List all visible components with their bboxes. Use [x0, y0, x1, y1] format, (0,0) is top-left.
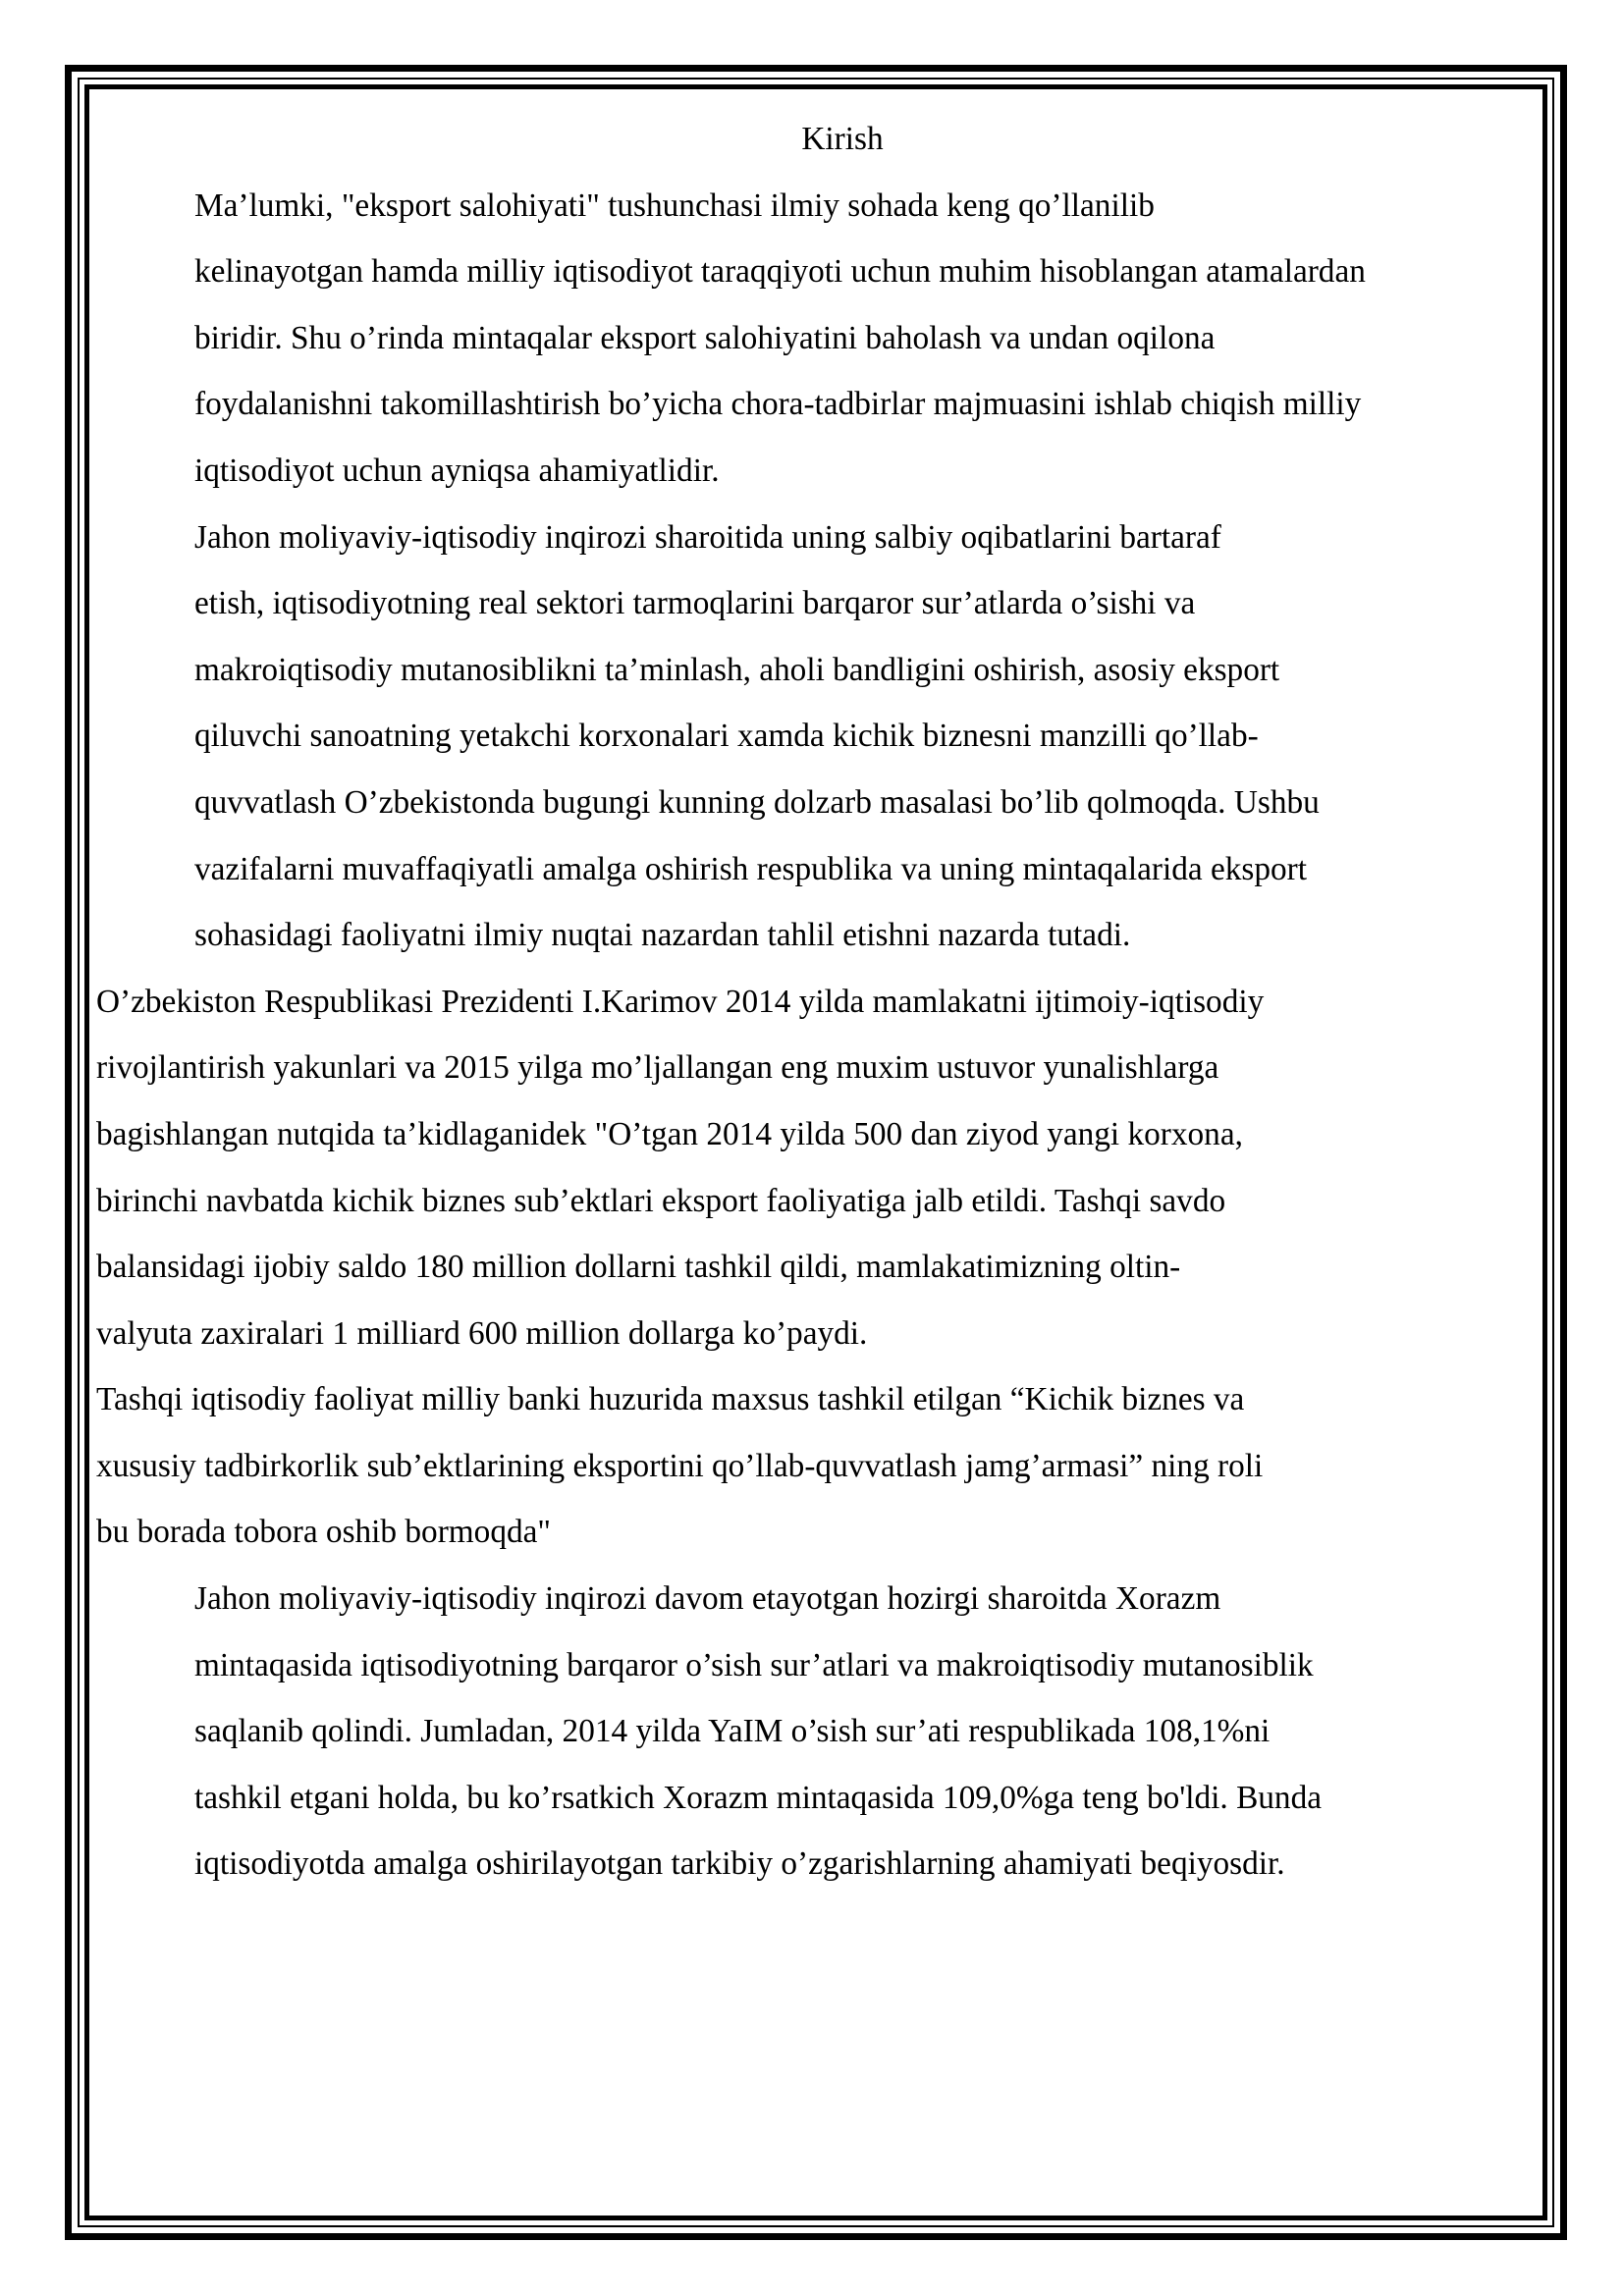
- text-line: O’zbekiston Respublikasi Prezidenti I.Karimov 2014 yilda mamlakatni ijtimoiy-iqtisodiy: [96, 983, 1265, 1020]
- text-line: mintaqasida iqtisodiyotning barqaror o’sish sur’atlari va makroiqtisodiy mutanosiblik: [194, 1646, 1314, 1683]
- text-line: Ma’lumki, "eksport salohiyati" tushunchasi ilmiy sohada keng qo’llanilib: [194, 187, 1155, 224]
- text-line: valyuta zaxiralari 1 milliard 600 million dollarga ko’paydi.: [96, 1314, 868, 1352]
- text-line: iqtisodiyotda amalga oshirilayotgan tarkibiy o’zgarishlarning ahamiyati beqiyosdir.: [194, 1845, 1285, 1883]
- paragraph-3: [96, 969, 1490, 1367]
- document-title: Kirish: [801, 121, 884, 157]
- text-line: quvvatlash O’zbekistonda bugungi kunning dolzarb masalasi bo’lib qolmoqda. Ushbu: [194, 783, 1320, 821]
- text-line: makroiqtisodiy mutanosiblikni ta’minlash, aholi bandligini oshirish, asosiy eksport: [194, 651, 1280, 688]
- text-line: bagishlangan nutqida ta’kidlaganidek "O’tgan 2014 yilda 500 dan ziyod yangi korxona,: [96, 1115, 1243, 1152]
- text-line: etish, iqtisodiyotning real sektori tarmoqlarini barqaror sur’atlarda o’sishi va: [194, 585, 1196, 622]
- text-line: iqtisodiyot uchun ayniqsa ahamiyatlidir.: [194, 452, 720, 489]
- text-line: Jahon moliyaviy-iqtisodiy inqirozi sharoitida uning salbiy oqibatlarini bartaraf: [194, 518, 1221, 556]
- text-line: saqlanib qolindi. Jumladan, 2014 yilda YaIM o’sish sur’ati respublikada 108,1%ni: [194, 1713, 1271, 1750]
- text-line: kelinayotgan hamda milliy iqtisodiyot taraqqiyoti uchun muhim hisoblangan atamalardan: [194, 253, 1366, 291]
- text-line: birinchi navbatda kichik biznes sub’ektlari eksport faoliyatiga jalb etildi. Tashqi savdo: [96, 1182, 1226, 1219]
- document-body: [96, 106, 1490, 1897]
- paragraph-4: [96, 1366, 1490, 1566]
- text-line: rivojlantirish yakunlari va 2015 yilga mo’ljallangan eng muxim ustuvor yunalishlarga: [96, 1049, 1219, 1087]
- paragraph-2: [96, 505, 1490, 969]
- text-line: bu borada tobora oshib bormoqda": [96, 1514, 552, 1551]
- text-line: Jahon moliyaviy-iqtisodiy inqirozi davom etayotgan hozirgi sharoitda Xorazm: [194, 1580, 1221, 1618]
- text-line: sohasidagi faoliyatni ilmiy nuqtai nazardan tahlil etishni nazarda tutadi.: [194, 917, 1131, 954]
- text-line: foydalanishni takomillashtirish bo’yicha chora-tadbirlar majmuasini ishlab chiqish milliy: [194, 386, 1362, 423]
- text-line: Tashqi iqtisodiy faoliyat milliy banki huzurida maxsus tashkil etilgan “Kichik biznes va: [96, 1381, 1245, 1418]
- paragraph-1: [96, 173, 1490, 505]
- text-line: xususiy tadbirkorlik sub’ektlarining eksportini qo’llab-quvvatlash jamg’armasi” ning roli: [96, 1447, 1264, 1484]
- text-line: biridir. Shu o’rinda mintaqalar eksport salohiyatini baholash va undan oqilona: [194, 319, 1216, 356]
- text-line: vazifalarni muvaffaqiyatli amalga oshirish respublika va uning mintaqalarida eksport: [194, 850, 1307, 887]
- text-line: qiluvchi sanoatning yetakchi korxonalari xamda kichik biznesni manzilli qo’llab-: [194, 718, 1259, 755]
- paragraph-5: [96, 1566, 1490, 1897]
- text-line: balansidagi ijobiy saldo 180 million dollarni tashkil qildi, mamlakatimizning oltin-: [96, 1249, 1181, 1286]
- text-line: tashkil etgani holda, bu ko’rsatkich Xorazm mintaqasida 109,0%ga teng bo'ldi. Bunda: [194, 1779, 1323, 1816]
